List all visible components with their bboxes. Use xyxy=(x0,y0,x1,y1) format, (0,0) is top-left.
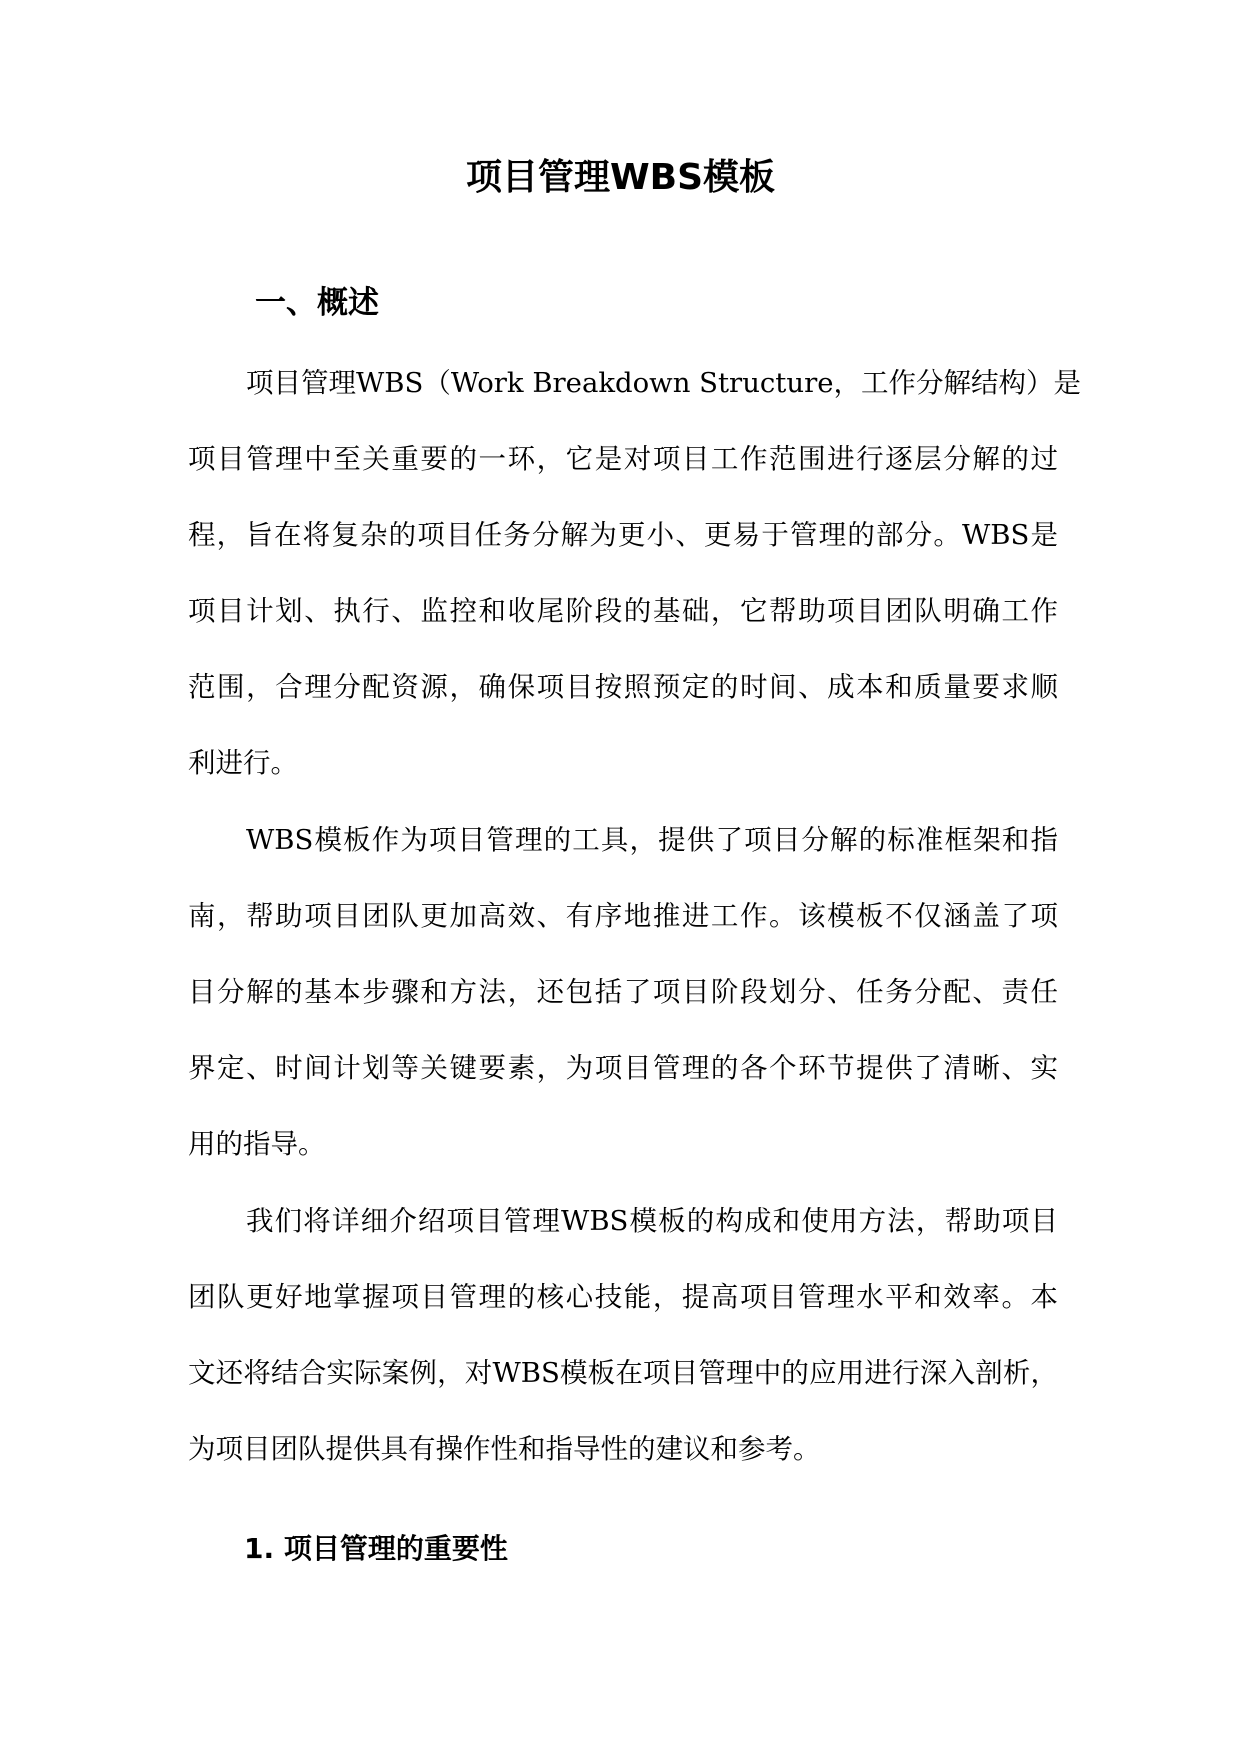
paragraph-line: 文还将结合实际案例，对WBS模板在项目管理中的应用进行深入剖析， xyxy=(188,1357,1058,1389)
subsection-heading-importance: 1. 项目管理的重要性 xyxy=(244,1532,508,1565)
paragraph-line: 范围，合理分配资源，确保项目按照预定的时间、成本和质量要求顺 xyxy=(188,671,1058,703)
paragraph-line: 程，旨在将复杂的项目任务分解为更小、更易于管理的部分。WBS是 xyxy=(188,519,1058,551)
section-heading-overview: 一、概述 xyxy=(255,285,379,321)
paragraph-line: 团队更好地掌握项目管理的核心技能，提高项目管理水平和效率。本 xyxy=(188,1281,1058,1313)
paragraph-line: 我们将详细介绍项目管理WBS模板的构成和使用方法，帮助项目 xyxy=(246,1205,1058,1237)
paragraph-line: 界定、时间计划等关键要素，为项目管理的各个环节提供了清晰、实 xyxy=(188,1052,1058,1084)
paragraph-line: WBS模板作为项目管理的工具，提供了项目分解的标准框架和指 xyxy=(246,824,1058,856)
document-title: 项目管理WBS模板 xyxy=(465,157,776,198)
paragraph-line: 项目计划、执行、监控和收尾阶段的基础，它帮助项目团队明确工作 xyxy=(188,595,1058,627)
paragraph-line: 用的指导。 xyxy=(188,1128,326,1160)
paragraph-line: 项目管理WBS（Work Breakdown Structure，工作分解结构）是 xyxy=(246,367,1081,399)
paragraph-line: 为项目团队提供具有操作性和指导性的建议和参考。 xyxy=(188,1433,821,1465)
paragraph-line: 利进行。 xyxy=(188,747,298,779)
paragraph-line: 项目管理中至关重要的一环，它是对项目工作范围进行逐层分解的过 xyxy=(188,443,1058,475)
paragraph-line: 南，帮助项目团队更加高效、有序地推进工作。该模板不仅涵盖了项 xyxy=(188,900,1058,932)
paragraph-line: 目分解的基本步骤和方法，还包括了项目阶段划分、任务分配、责任 xyxy=(188,976,1058,1008)
